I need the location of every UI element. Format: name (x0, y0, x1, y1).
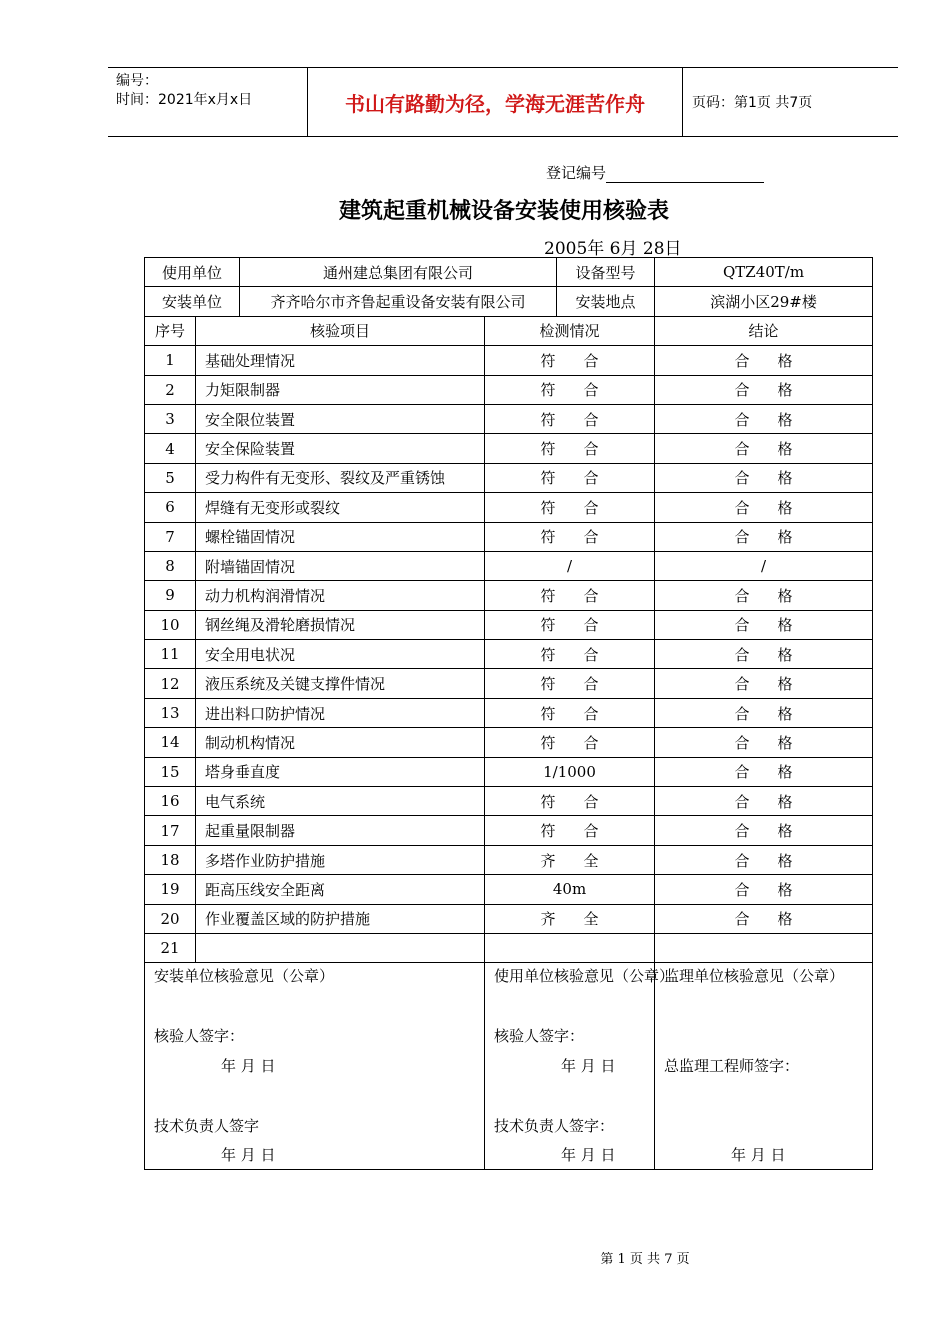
row-result: / (655, 551, 873, 580)
install-tech-sign[interactable]: 技术负责人签字 (154, 1117, 260, 1136)
row-check: 1/1000 (485, 757, 655, 786)
row-result (655, 787, 873, 816)
row-result (655, 728, 873, 757)
row-result-text: 合 格 (734, 645, 793, 664)
row-check-text: 齐 全 (540, 910, 599, 929)
row-check (485, 904, 655, 933)
row-check (485, 375, 655, 404)
row-number: 17 (145, 816, 196, 845)
row-check-text: 符 合 (540, 822, 599, 841)
row-result-text: 合 格 (734, 792, 793, 811)
header-motto: 书山有路勤为径，学海无涯苦作舟 (308, 68, 683, 136)
info-row-use (145, 258, 873, 287)
row-check: 40m (485, 875, 655, 904)
use-opinion-cell (485, 963, 675, 1170)
row-check-text: 符 合 (540, 440, 599, 459)
model-value: QTZ40T/m (655, 258, 873, 287)
column-header-row (145, 316, 873, 345)
table-row (145, 728, 873, 757)
install-opinion-title: 安装单位核验意见（公章） (154, 967, 335, 986)
page-footer (0, 1248, 950, 1267)
row-result (655, 346, 873, 375)
row-check (485, 669, 655, 698)
table-row (145, 522, 873, 551)
row-result (655, 904, 873, 933)
col-item-header: 核验项目 (196, 316, 485, 345)
opinion-row (145, 963, 873, 1170)
row-check (485, 434, 655, 463)
page-header (108, 67, 898, 137)
row-result (655, 933, 873, 962)
row-number: 7 (145, 522, 196, 551)
row-check (485, 787, 655, 816)
row-check-text: 符 合 (540, 381, 599, 400)
row-result-text: 合 格 (734, 616, 793, 635)
table-row (145, 404, 873, 433)
registration-label: 登记编号 (546, 164, 607, 182)
form-date: 2005年 6月 28日 (544, 239, 682, 259)
row-item (196, 933, 485, 962)
table-row (145, 581, 873, 610)
row-number: 5 (145, 463, 196, 492)
row-item: 钢丝绳及滑轮磨损情况 (196, 610, 485, 639)
row-check (485, 522, 655, 551)
table-row (145, 346, 873, 375)
row-result (655, 522, 873, 551)
row-item: 多塔作业防护措施 (196, 845, 485, 874)
table-row (145, 875, 873, 904)
install-tech-date: 年 月 日 (221, 1146, 276, 1165)
row-item: 动力机构润滑情况 (196, 581, 485, 610)
row-number: 18 (145, 845, 196, 874)
use-opinion-title: 使用单位核验意见（公章） (494, 967, 675, 986)
row-check-text: 符 合 (540, 733, 599, 752)
row-item: 焊缝有无变形或裂纹 (196, 493, 485, 522)
row-check (485, 404, 655, 433)
use-inspector-sign[interactable]: 核验人签字： (494, 1027, 585, 1046)
row-number: 12 (145, 669, 196, 698)
row-item: 作业覆盖区域的防护措施 (196, 904, 485, 933)
table-row (145, 434, 873, 463)
table-row (145, 463, 873, 492)
row-result-text: 合 格 (734, 910, 793, 929)
row-check-text: 符 合 (540, 498, 599, 517)
supervise-opinion-title: 监理单位核验意见（公章） (664, 967, 845, 986)
row-check (485, 845, 655, 874)
install-opinion-cell (145, 963, 485, 1170)
row-number: 20 (145, 904, 196, 933)
header-page-info: 页码：第1页 共7页 (692, 95, 813, 111)
row-result (655, 404, 873, 433)
row-item: 基础处理情况 (196, 346, 485, 375)
row-number: 9 (145, 581, 196, 610)
row-check (485, 610, 655, 639)
row-check-text: 符 合 (540, 351, 599, 370)
model-label: 设备型号 (557, 258, 655, 287)
row-check (485, 933, 655, 962)
table-row (145, 669, 873, 698)
row-check (485, 640, 655, 669)
header-meta (108, 68, 308, 136)
row-number: 21 (145, 933, 196, 962)
row-check-text: 符 合 (540, 792, 599, 811)
use-unit-value: 通州建总集团有限公司 (240, 258, 557, 287)
row-check-text: 符 合 (540, 410, 599, 429)
table-row (145, 845, 873, 874)
row-result-text: 合 格 (734, 440, 793, 459)
row-number: 10 (145, 610, 196, 639)
row-number: 1 (145, 346, 196, 375)
row-check-text: 符 合 (540, 586, 599, 605)
row-check-text: 符 合 (540, 469, 599, 488)
row-check: / (485, 551, 655, 580)
row-result-text: 合 格 (734, 822, 793, 841)
supervise-engineer-sign[interactable]: 总监理工程师签字： (664, 1057, 800, 1076)
row-item: 安全保险装置 (196, 434, 485, 463)
row-item: 安全限位装置 (196, 404, 485, 433)
row-result (655, 434, 873, 463)
row-check (485, 698, 655, 727)
registration-number (546, 162, 764, 183)
row-result (655, 875, 873, 904)
table-row (145, 640, 873, 669)
table-row (145, 933, 873, 962)
row-number: 6 (145, 493, 196, 522)
row-item: 螺栓锚固情况 (196, 522, 485, 551)
row-result-text: 合 格 (734, 763, 793, 782)
row-result (655, 581, 873, 610)
row-item: 距高压线安全距离 (196, 875, 485, 904)
row-number: 3 (145, 404, 196, 433)
row-number: 4 (145, 434, 196, 463)
table-row (145, 610, 873, 639)
table-row (145, 787, 873, 816)
footer-page-number: 第 1 页 共 7 页 (600, 1252, 690, 1267)
row-number: 15 (145, 757, 196, 786)
row-item: 制动机构情况 (196, 728, 485, 757)
row-check-text: 符 合 (540, 704, 599, 723)
col-check-header: 检测情况 (485, 316, 655, 345)
row-result (655, 698, 873, 727)
row-result-text: 合 格 (734, 586, 793, 605)
row-number: 16 (145, 787, 196, 816)
location-label: 安装地点 (557, 287, 655, 316)
row-number: 19 (145, 875, 196, 904)
row-check (485, 493, 655, 522)
row-number: 2 (145, 375, 196, 404)
install-unit-label: 安装单位 (145, 287, 240, 316)
row-result-text: 合 格 (734, 851, 793, 870)
info-row-install (145, 287, 873, 316)
table-row (145, 493, 873, 522)
number-label: 编号： (116, 73, 158, 89)
row-check (485, 728, 655, 757)
row-result (655, 463, 873, 492)
table-row (145, 904, 873, 933)
row-result-text: 合 格 (734, 675, 793, 694)
row-result-text: 合 格 (734, 704, 793, 723)
col-no-header: 序号 (145, 316, 196, 345)
row-result-text: 合 格 (734, 469, 793, 488)
row-result-text: 合 格 (734, 880, 793, 899)
row-check (485, 816, 655, 845)
row-result (655, 375, 873, 404)
row-result (655, 816, 873, 845)
row-result (655, 640, 873, 669)
row-number: 13 (145, 698, 196, 727)
row-check-text: 符 合 (540, 645, 599, 664)
row-item: 液压系统及关键支撑件情况 (196, 669, 485, 698)
row-result (655, 757, 873, 786)
install-inspector-sign[interactable]: 核验人签字： (154, 1027, 245, 1046)
row-number: 11 (145, 640, 196, 669)
row-check-text: 符 合 (540, 675, 599, 694)
use-tech-sign[interactable]: 技术负责人签字： (494, 1117, 615, 1136)
row-result-text: 合 格 (734, 733, 793, 752)
row-result (655, 669, 873, 698)
row-result-text: 合 格 (734, 410, 793, 429)
use-inspector-date: 年 月 日 (561, 1057, 616, 1076)
table-row (145, 757, 873, 786)
row-result (655, 845, 873, 874)
row-check (485, 463, 655, 492)
row-check-text: 符 合 (540, 616, 599, 635)
row-check (485, 346, 655, 375)
time-label: 时间：2021年x月x日 (116, 92, 253, 108)
use-tech-date: 年 月 日 (561, 1146, 616, 1165)
location-value: 滨湖小区29#楼 (655, 287, 873, 316)
registration-blank[interactable] (606, 166, 764, 183)
row-result-text: 合 格 (734, 381, 793, 400)
row-item: 塔身垂直度 (196, 757, 485, 786)
row-item: 力矩限制器 (196, 375, 485, 404)
table-row (145, 698, 873, 727)
row-check (485, 581, 655, 610)
supervise-date: 年 月 日 (731, 1146, 786, 1165)
use-unit-label: 使用单位 (145, 258, 240, 287)
row-check-text: 齐 全 (540, 851, 599, 870)
row-result (655, 493, 873, 522)
row-check-text: 符 合 (540, 528, 599, 547)
row-item: 附墙锚固情况 (196, 551, 485, 580)
row-item: 起重量限制器 (196, 816, 485, 845)
table-row (145, 375, 873, 404)
row-number: 8 (145, 551, 196, 580)
row-item: 安全用电状况 (196, 640, 485, 669)
row-result (655, 610, 873, 639)
row-item: 受力构件有无变形、裂纹及严重锈蚀 (196, 463, 485, 492)
row-item: 电气系统 (196, 787, 485, 816)
install-inspector-date: 年 月 日 (221, 1057, 276, 1076)
col-result-header: 结论 (655, 316, 873, 345)
inspection-table (144, 257, 873, 1170)
row-item: 进出料口防护情况 (196, 698, 485, 727)
page-title: 建筑起重机械设备安装使用核验表 (338, 198, 669, 224)
install-unit-value: 齐齐哈尔市齐鲁起重设备安装有限公司 (240, 287, 557, 316)
row-result-text: 合 格 (734, 498, 793, 517)
supervise-opinion-cell (655, 963, 873, 1170)
table-row (145, 816, 873, 845)
row-number: 14 (145, 728, 196, 757)
row-result-text: 合 格 (734, 351, 793, 370)
table-row (145, 551, 873, 580)
row-result-text: 合 格 (734, 528, 793, 547)
